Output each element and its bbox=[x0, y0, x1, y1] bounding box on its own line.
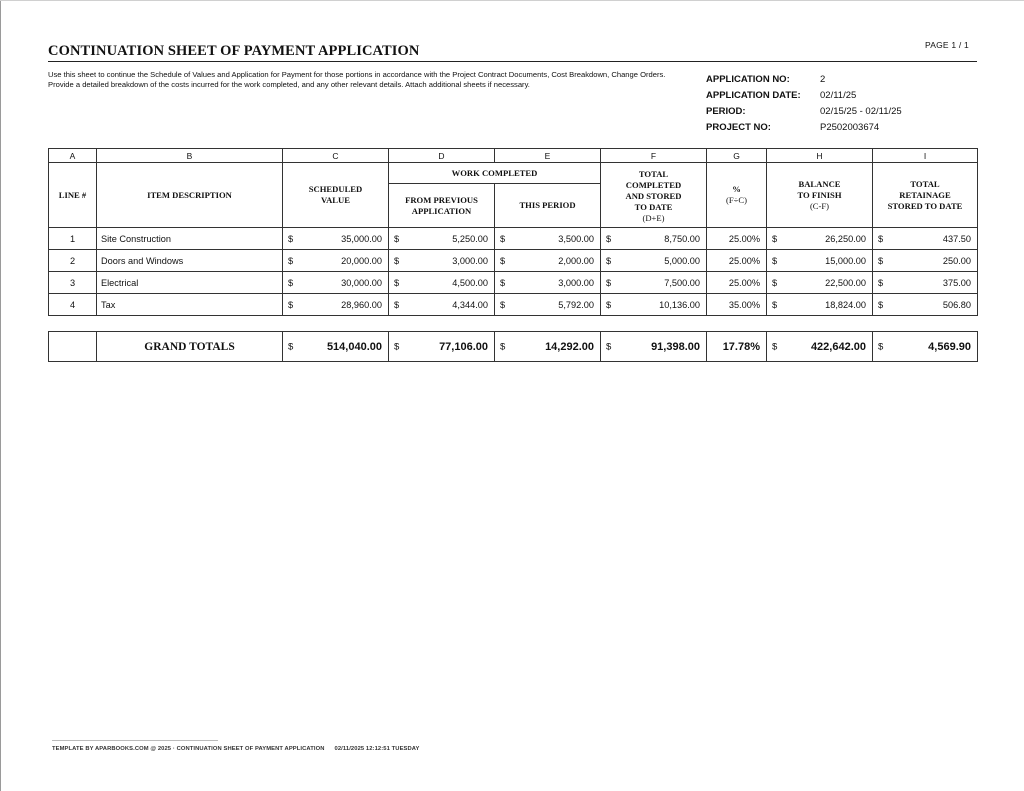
instructions-text: Use this sheet to continue the Schedule of Values and Application for Payment for those portions in accordance with the Project Contract Documents, Cost Breakdown, Change Orders. Provide a detailed breakdown of the costs incurred for the work completed, and any other relevant details. Attach additional sheets if necessary. bbox=[48, 70, 666, 89]
header-formula: (F÷C) bbox=[726, 195, 747, 205]
currency-symbol: $ bbox=[878, 233, 884, 244]
cell-balance-to-finish bbox=[767, 250, 873, 272]
amount: 30,000.00 bbox=[341, 277, 382, 288]
currency-symbol: $ bbox=[394, 341, 400, 352]
cell-scheduled-value bbox=[283, 272, 389, 294]
currency-symbol: $ bbox=[500, 341, 506, 352]
amount: 506.80 bbox=[942, 299, 971, 310]
meta-application-date bbox=[706, 88, 902, 104]
header-work-completed: WORK COMPLETED bbox=[389, 163, 601, 184]
cell-total-completed bbox=[601, 250, 707, 272]
cell-from-previous bbox=[389, 272, 495, 294]
table-row bbox=[49, 272, 978, 294]
currency-symbol: $ bbox=[878, 277, 884, 288]
project-no-label: PROJECT NO: bbox=[706, 121, 771, 133]
cell-this-period bbox=[495, 250, 601, 272]
cell-percent: 25.00% bbox=[707, 228, 767, 250]
total-this-period bbox=[495, 332, 601, 362]
cell-scheduled-value bbox=[283, 228, 389, 250]
amount: 5,792.00 bbox=[558, 299, 594, 310]
header-text: AND STORED bbox=[625, 191, 682, 201]
title-divider bbox=[48, 61, 977, 62]
amount: 15,000.00 bbox=[825, 255, 866, 266]
cell-line-number: 2 bbox=[49, 250, 97, 272]
cell-percent: 25.00% bbox=[707, 272, 767, 294]
currency-symbol: $ bbox=[500, 277, 506, 288]
amount: 35,000.00 bbox=[341, 233, 382, 244]
table-row bbox=[49, 294, 978, 316]
period-label: PERIOD: bbox=[706, 105, 746, 117]
currency-symbol: $ bbox=[878, 341, 884, 352]
currency-symbol: $ bbox=[394, 233, 400, 244]
header-text: SCHEDULED bbox=[308, 184, 363, 194]
total-from-previous bbox=[389, 332, 495, 362]
column-letter: B bbox=[97, 149, 283, 163]
header-text: FROM PREVIOUS bbox=[405, 194, 478, 205]
currency-symbol: $ bbox=[288, 233, 294, 244]
cell-balance-to-finish bbox=[767, 294, 873, 316]
grand-totals-table bbox=[48, 331, 978, 362]
grand-totals-row bbox=[49, 332, 978, 362]
column-letter: E bbox=[495, 149, 601, 163]
total-completed-to-date bbox=[601, 332, 707, 362]
cell-percent: 35.00% bbox=[707, 294, 767, 316]
header-balance-to-finish bbox=[767, 163, 873, 228]
header-text: TOTAL bbox=[638, 169, 669, 179]
cell-percent: 25.00% bbox=[707, 250, 767, 272]
currency-symbol: $ bbox=[772, 299, 778, 310]
currency-symbol: $ bbox=[288, 299, 294, 310]
header-from-previous bbox=[389, 184, 495, 228]
currency-symbol: $ bbox=[772, 341, 778, 352]
cell-item-description: Electrical bbox=[97, 272, 283, 294]
currency-symbol: $ bbox=[500, 255, 506, 266]
header-text: COMPLETED bbox=[625, 180, 682, 190]
table-row bbox=[49, 228, 978, 250]
header-text: TO FINISH bbox=[797, 189, 842, 200]
footer-timestamp: 02/11/2025 12:12:51 TUESDAY bbox=[334, 746, 420, 752]
cell-item-description: Tax bbox=[97, 294, 283, 316]
currency-symbol: $ bbox=[878, 255, 884, 266]
amount: 375.00 bbox=[942, 277, 971, 288]
header-text: TOTAL bbox=[910, 178, 940, 189]
table-row bbox=[49, 250, 978, 272]
amount: 28,960.00 bbox=[341, 299, 382, 310]
amount: 77,106.00 bbox=[439, 340, 488, 353]
currency-symbol: $ bbox=[606, 255, 612, 266]
cell-total-completed bbox=[601, 294, 707, 316]
cell-total-completed bbox=[601, 228, 707, 250]
header-line-number: LINE # bbox=[49, 163, 97, 228]
header-text: RETAINAGE bbox=[899, 189, 951, 200]
column-letter: G bbox=[707, 149, 767, 163]
currency-symbol: $ bbox=[606, 233, 612, 244]
cell-retainage bbox=[873, 228, 978, 250]
page-number: PAGE 1 / 1 bbox=[925, 40, 969, 50]
column-letter: C bbox=[283, 149, 389, 163]
currency-symbol: $ bbox=[878, 299, 884, 310]
currency-symbol: $ bbox=[394, 277, 400, 288]
currency-symbol: $ bbox=[606, 299, 612, 310]
cell-balance-to-finish bbox=[767, 228, 873, 250]
amount: 3,000.00 bbox=[452, 255, 488, 266]
amount: 10,136.00 bbox=[659, 299, 700, 310]
cell-this-period bbox=[495, 272, 601, 294]
amount: 7,500.00 bbox=[664, 277, 700, 288]
cell-item-description: Site Construction bbox=[97, 228, 283, 250]
currency-symbol: $ bbox=[772, 233, 778, 244]
cell-retainage bbox=[873, 272, 978, 294]
cell-line-number: 1 bbox=[49, 228, 97, 250]
amount: 5,250.00 bbox=[452, 233, 488, 244]
header-text: BALANCE bbox=[798, 178, 841, 189]
footer-divider bbox=[52, 740, 218, 741]
grand-totals-label: GRAND TOTALS bbox=[97, 332, 283, 362]
page-top-edge bbox=[0, 0, 1024, 1]
amount: 2,000.00 bbox=[558, 255, 594, 266]
currency-symbol: $ bbox=[500, 299, 506, 310]
header-total-completed bbox=[601, 163, 707, 228]
header-text: STORED TO DATE bbox=[887, 200, 963, 211]
cell-item-description: Doors and Windows bbox=[97, 250, 283, 272]
currency-symbol: $ bbox=[606, 277, 612, 288]
amount: 250.00 bbox=[942, 255, 971, 266]
amount: 437.50 bbox=[942, 233, 971, 244]
amount: 26,250.00 bbox=[825, 233, 866, 244]
header-this-period: THIS PERIOD bbox=[495, 184, 601, 228]
application-meta bbox=[706, 72, 902, 135]
amount: 5,000.00 bbox=[664, 255, 700, 266]
header-text: VALUE bbox=[321, 195, 350, 205]
meta-period bbox=[706, 104, 902, 120]
column-letter: A bbox=[49, 149, 97, 163]
header-text: APPLICATION bbox=[411, 205, 472, 216]
amount: 14,292.00 bbox=[545, 340, 594, 353]
header-scheduled-value bbox=[283, 163, 389, 228]
total-scheduled-value bbox=[283, 332, 389, 362]
currency-symbol: $ bbox=[606, 341, 612, 352]
header-formula: (D+E) bbox=[642, 213, 665, 223]
amount: 22,500.00 bbox=[825, 277, 866, 288]
cell-from-previous bbox=[389, 228, 495, 250]
project-no-value: P2502003674 bbox=[820, 121, 880, 133]
amount: 3,500.00 bbox=[558, 233, 594, 244]
amount: 4,569.90 bbox=[928, 340, 971, 353]
cell-from-previous bbox=[389, 294, 495, 316]
cell-balance-to-finish bbox=[767, 272, 873, 294]
amount: 8,750.00 bbox=[664, 233, 700, 244]
period-value: 02/15/25 - 02/11/25 bbox=[820, 105, 902, 117]
cell-retainage bbox=[873, 294, 978, 316]
line-items bbox=[49, 228, 978, 316]
column-letter: I bbox=[873, 149, 978, 163]
cell-line-number: 4 bbox=[49, 294, 97, 316]
application-no-label: APPLICATION NO: bbox=[706, 74, 790, 86]
column-letter: D bbox=[389, 149, 495, 163]
currency-symbol: $ bbox=[772, 277, 778, 288]
meta-application-no bbox=[706, 72, 902, 88]
header-total-retainage bbox=[873, 163, 978, 228]
cell-line-number: 3 bbox=[49, 272, 97, 294]
meta-project-no bbox=[706, 119, 902, 135]
currency-symbol: $ bbox=[394, 255, 400, 266]
cell-scheduled-value bbox=[283, 294, 389, 316]
currency-symbol: $ bbox=[288, 277, 294, 288]
application-date-label: APPLICATION DATE: bbox=[706, 90, 801, 102]
totals-empty-cell bbox=[49, 332, 97, 362]
cell-retainage bbox=[873, 250, 978, 272]
footer-template-credit: TEMPLATE BY APARBOOKS.COM @ 2025 · CONTINUATION SHEET OF PAYMENT APPLICATION bbox=[52, 746, 325, 752]
amount: 20,000.00 bbox=[341, 255, 382, 266]
amount: 4,500.00 bbox=[452, 277, 488, 288]
amount: 3,000.00 bbox=[558, 277, 594, 288]
total-retainage bbox=[873, 332, 978, 362]
cell-this-period bbox=[495, 294, 601, 316]
application-date-value: 02/11/25 bbox=[820, 90, 857, 102]
application-no-value: 2 bbox=[820, 74, 826, 86]
schedule-of-values-table bbox=[48, 148, 978, 316]
header-row-top bbox=[49, 163, 978, 184]
total-balance-to-finish bbox=[767, 332, 873, 362]
total-percent: 17.78% bbox=[707, 332, 767, 362]
amount: 18,824.00 bbox=[825, 299, 866, 310]
currency-symbol: $ bbox=[288, 341, 294, 352]
cell-scheduled-value bbox=[283, 250, 389, 272]
page-title: CONTINUATION SHEET OF PAYMENT APPLICATION bbox=[48, 43, 420, 59]
header-formula: (C-F) bbox=[809, 200, 830, 211]
currency-symbol: $ bbox=[394, 299, 400, 310]
header-text: % bbox=[732, 184, 741, 194]
page-left-edge bbox=[0, 0, 1, 791]
cell-this-period bbox=[495, 228, 601, 250]
column-letter: F bbox=[601, 149, 707, 163]
header-percent bbox=[707, 163, 767, 228]
currency-symbol: $ bbox=[288, 255, 294, 266]
currency-symbol: $ bbox=[500, 233, 506, 244]
amount: 422,642.00 bbox=[810, 340, 866, 353]
cell-from-previous bbox=[389, 250, 495, 272]
header-text: TO DATE bbox=[634, 202, 673, 212]
footer bbox=[52, 746, 420, 752]
cell-total-completed bbox=[601, 272, 707, 294]
currency-symbol: $ bbox=[772, 255, 778, 266]
amount: 514,040.00 bbox=[326, 340, 382, 353]
column-letter: H bbox=[767, 149, 873, 163]
header-item-description: ITEM DESCRIPTION bbox=[97, 163, 283, 228]
column-letter-row bbox=[49, 149, 978, 163]
amount: 4,344.00 bbox=[452, 299, 488, 310]
amount: 91,398.00 bbox=[651, 340, 700, 353]
